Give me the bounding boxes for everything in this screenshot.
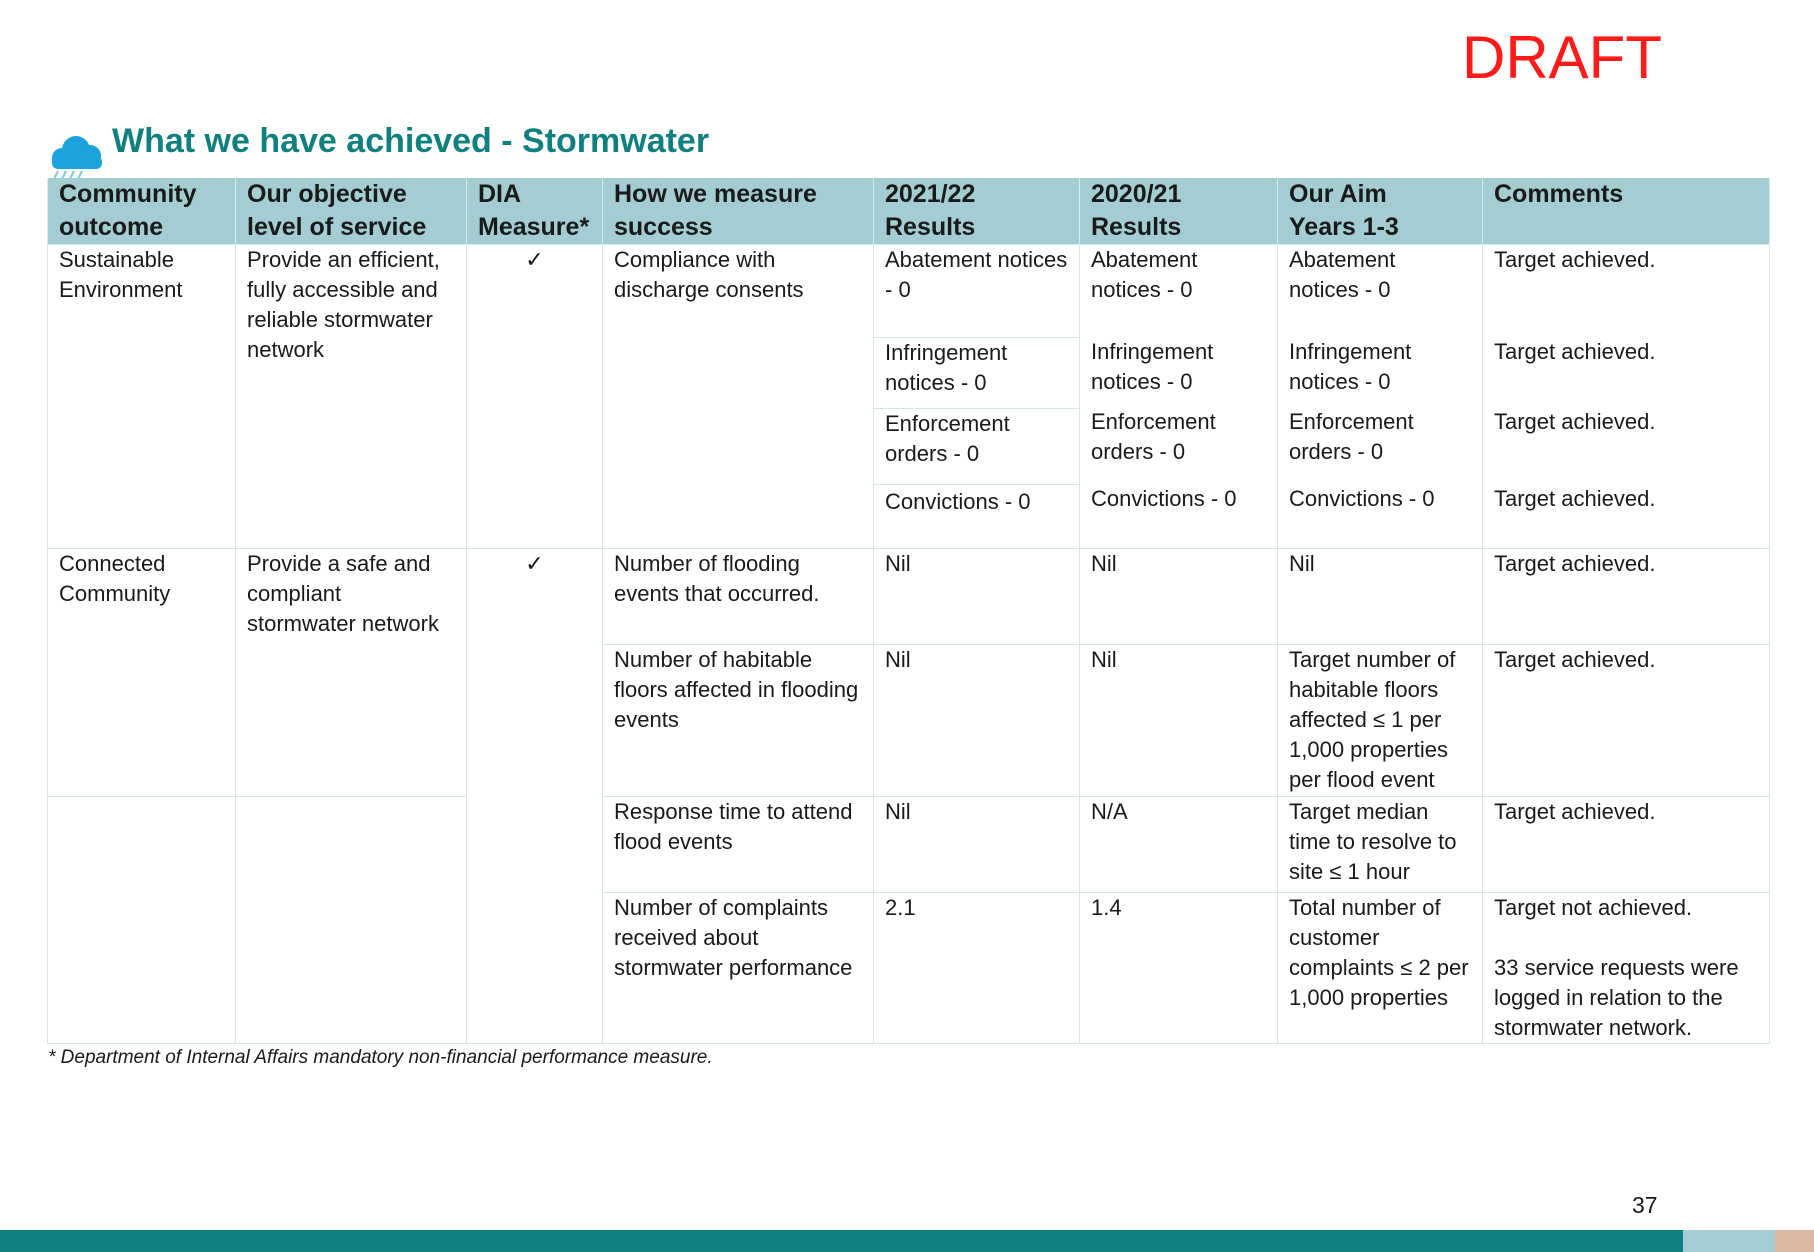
aim-cell: Abatement notices - 0 Infringement notices - 0 Enforcement orders - 0 Convictions - 0 [1278,245,1483,549]
table-row [48,549,1770,645]
results-2021-22-cell: Nil [874,549,1080,645]
aim-cell: Target median time to resolve to site ≤ 1 hour [1278,797,1483,893]
page-number: 37 [1632,1192,1658,1218]
checkmark-icon: ✓ [467,245,603,549]
objective-cell: Provide a safe and compliant stormwater network [236,549,467,797]
results-2021-22-cell: Nil [874,645,1080,797]
results-2020-21-cell: 1.4 [1080,893,1278,1044]
comments-cell: Target achieved. [1483,797,1770,893]
results-2021-22-cell: Abatement notices - 0 Infringement notices - 0 Enforcement orders - 0 Convictions - 0 [874,245,1080,549]
community-outcome-cell: Connected Community [48,549,236,797]
aim-cell: Target number of habitable floors affected ≤ 1 per 1,000 properties per flood event [1278,645,1483,797]
header-results-2021-22: 2021/22 Results [874,178,1080,245]
measure-cell: Number of complaints received about stormwater performance [603,893,874,1044]
draft-watermark: DRAFT [1462,24,1662,91]
community-outcome-cell: Sustainable Environment [48,245,236,549]
header-comments: Comments [1483,178,1770,245]
results-2020-21-cell: Nil [1080,549,1278,645]
checkmark-icon: ✓ [467,549,603,1044]
empty-objective-cell [236,797,467,1044]
stormwater-performance-table [47,178,1770,1044]
header-aim: Our Aim Years 1-3 [1278,178,1483,245]
results-2021-22-cell: 2.1 [874,893,1080,1044]
page-title: What we have achieved - Stormwater [112,122,710,160]
comments-cell: Target not achieved. 33 service requests were logged in relation to the stormwater network. [1483,893,1770,1044]
measure-cell: Number of flooding events that occurred. [603,549,874,645]
results-2021-22-cell: Nil [874,797,1080,893]
results-2020-21-cell: N/A [1080,797,1278,893]
objective-cell: Provide an efficient, fully accessible and reliable stormwater network [236,245,467,549]
table-row [48,797,1770,893]
header-results-2020-21: 2020/21 Results [1080,178,1278,245]
header-measure: How we measure success [603,178,874,245]
results-2020-21-cell: Nil [1080,645,1278,797]
table-row [48,245,1770,549]
comments-cell: Target achieved. Target achieved. Target achieved. Target achieved. [1483,245,1770,549]
footnote: * Department of Internal Affairs mandatory non-financial performance measure. [48,1047,713,1068]
footer-bar-accent-tan [1775,1230,1814,1252]
empty-outcome-cell [48,797,236,1044]
header-objective: Our objective level of service [236,178,467,245]
cloud-rain-icon [48,134,106,180]
aim-cell: Total number of customer complaints ≤ 2 per 1,000 properties [1278,893,1483,1044]
header-community-outcome: Community outcome [48,178,236,245]
comments-cell: Target achieved. [1483,645,1770,797]
header-row [48,178,1770,245]
measure-cell: Response time to attend flood events [603,797,874,893]
footer-bar-accent [1683,1230,1775,1252]
header-dia-measure: DIA Measure* [467,178,603,245]
comments-cell: Target achieved. [1483,549,1770,645]
aim-cell: Nil [1278,549,1483,645]
measure-cell: Compliance with discharge consents [603,245,874,549]
footer-bar [0,1230,1683,1252]
measure-cell: Number of habitable floors affected in flooding events [603,645,874,797]
results-2020-21-cell: Abatement notices - 0 Infringement notices - 0 Enforcement orders - 0 Convictions - 0 [1080,245,1278,549]
